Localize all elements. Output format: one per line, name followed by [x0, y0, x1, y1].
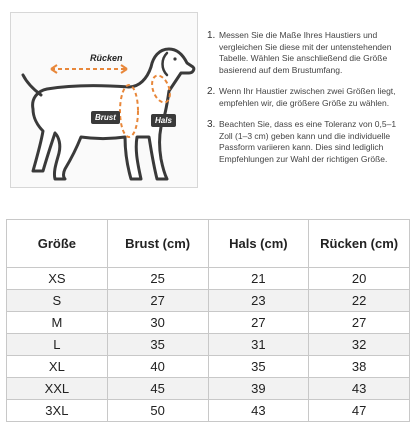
instruction-item	[207, 30, 407, 76]
instruction-number: 3.	[207, 119, 216, 130]
cell-chest: 35	[107, 334, 208, 356]
dog-illustration	[11, 13, 199, 189]
back-label: Rücken	[90, 53, 123, 63]
cell-back: 47	[309, 400, 410, 422]
dog-measurement-diagram	[10, 12, 198, 188]
table-row	[7, 268, 410, 290]
neck-label: Hals	[151, 114, 176, 127]
dog-eye	[173, 57, 176, 60]
chest-label: Brust	[91, 111, 120, 124]
cell-chest: 45	[107, 378, 208, 400]
instruction-text: Beachten Sie, dass es eine Toleranz von 0,5–1 Zoll (1–3 cm) geben kann und die individuelle Passform variieren kann. Dies sind lediglich Empfehlungen zur Wahl der richtigen Größe.	[219, 119, 397, 164]
table-header-row	[7, 220, 410, 268]
cell-back: 20	[309, 268, 410, 290]
cell-size: XL	[7, 356, 108, 378]
cell-neck: 21	[208, 268, 309, 290]
header-neck: Hals (cm)	[208, 220, 309, 268]
table-row	[7, 356, 410, 378]
header-back: Rücken (cm)	[309, 220, 410, 268]
table-row	[7, 334, 410, 356]
table-row	[7, 290, 410, 312]
instruction-text: Wenn Ihr Haustier zwischen zwei Größen liegt, empfehlen wir, die größere Größe zu wählen.	[219, 86, 396, 108]
cell-back: 22	[309, 290, 410, 312]
cell-chest: 30	[107, 312, 208, 334]
cell-back: 43	[309, 378, 410, 400]
instruction-number: 1.	[207, 30, 216, 41]
cell-neck: 35	[208, 356, 309, 378]
cell-chest: 27	[107, 290, 208, 312]
dog-tail	[23, 75, 41, 95]
cell-back: 27	[309, 312, 410, 334]
cell-size: XS	[7, 268, 108, 290]
instruction-item	[207, 119, 407, 165]
size-chart-table	[6, 219, 410, 422]
instruction-item	[207, 86, 407, 109]
cell-size: XXL	[7, 378, 108, 400]
cell-neck: 31	[208, 334, 309, 356]
instructions-list	[207, 30, 407, 175]
cell-neck: 43	[208, 400, 309, 422]
cell-chest: 50	[107, 400, 208, 422]
header-size: Größe	[7, 220, 108, 268]
table-row	[7, 312, 410, 334]
table-row	[7, 400, 410, 422]
instruction-text: Messen Sie die Maße Ihres Haustiers und vergleichen Sie diese mit der untenstehenden Tabelle. Wählen Sie anschließend die Größe basierend auf dem Brustumfang.	[219, 30, 392, 75]
cell-size: L	[7, 334, 108, 356]
cell-back: 38	[309, 356, 410, 378]
cell-size: 3XL	[7, 400, 108, 422]
cell-chest: 40	[107, 356, 208, 378]
cell-size: S	[7, 290, 108, 312]
header-chest: Brust (cm)	[107, 220, 208, 268]
cell-chest: 25	[107, 268, 208, 290]
table-row	[7, 378, 410, 400]
instruction-number: 2.	[207, 86, 216, 97]
cell-neck: 27	[208, 312, 309, 334]
cell-back: 32	[309, 334, 410, 356]
cell-size: M	[7, 312, 108, 334]
cell-neck: 39	[208, 378, 309, 400]
cell-neck: 23	[208, 290, 309, 312]
